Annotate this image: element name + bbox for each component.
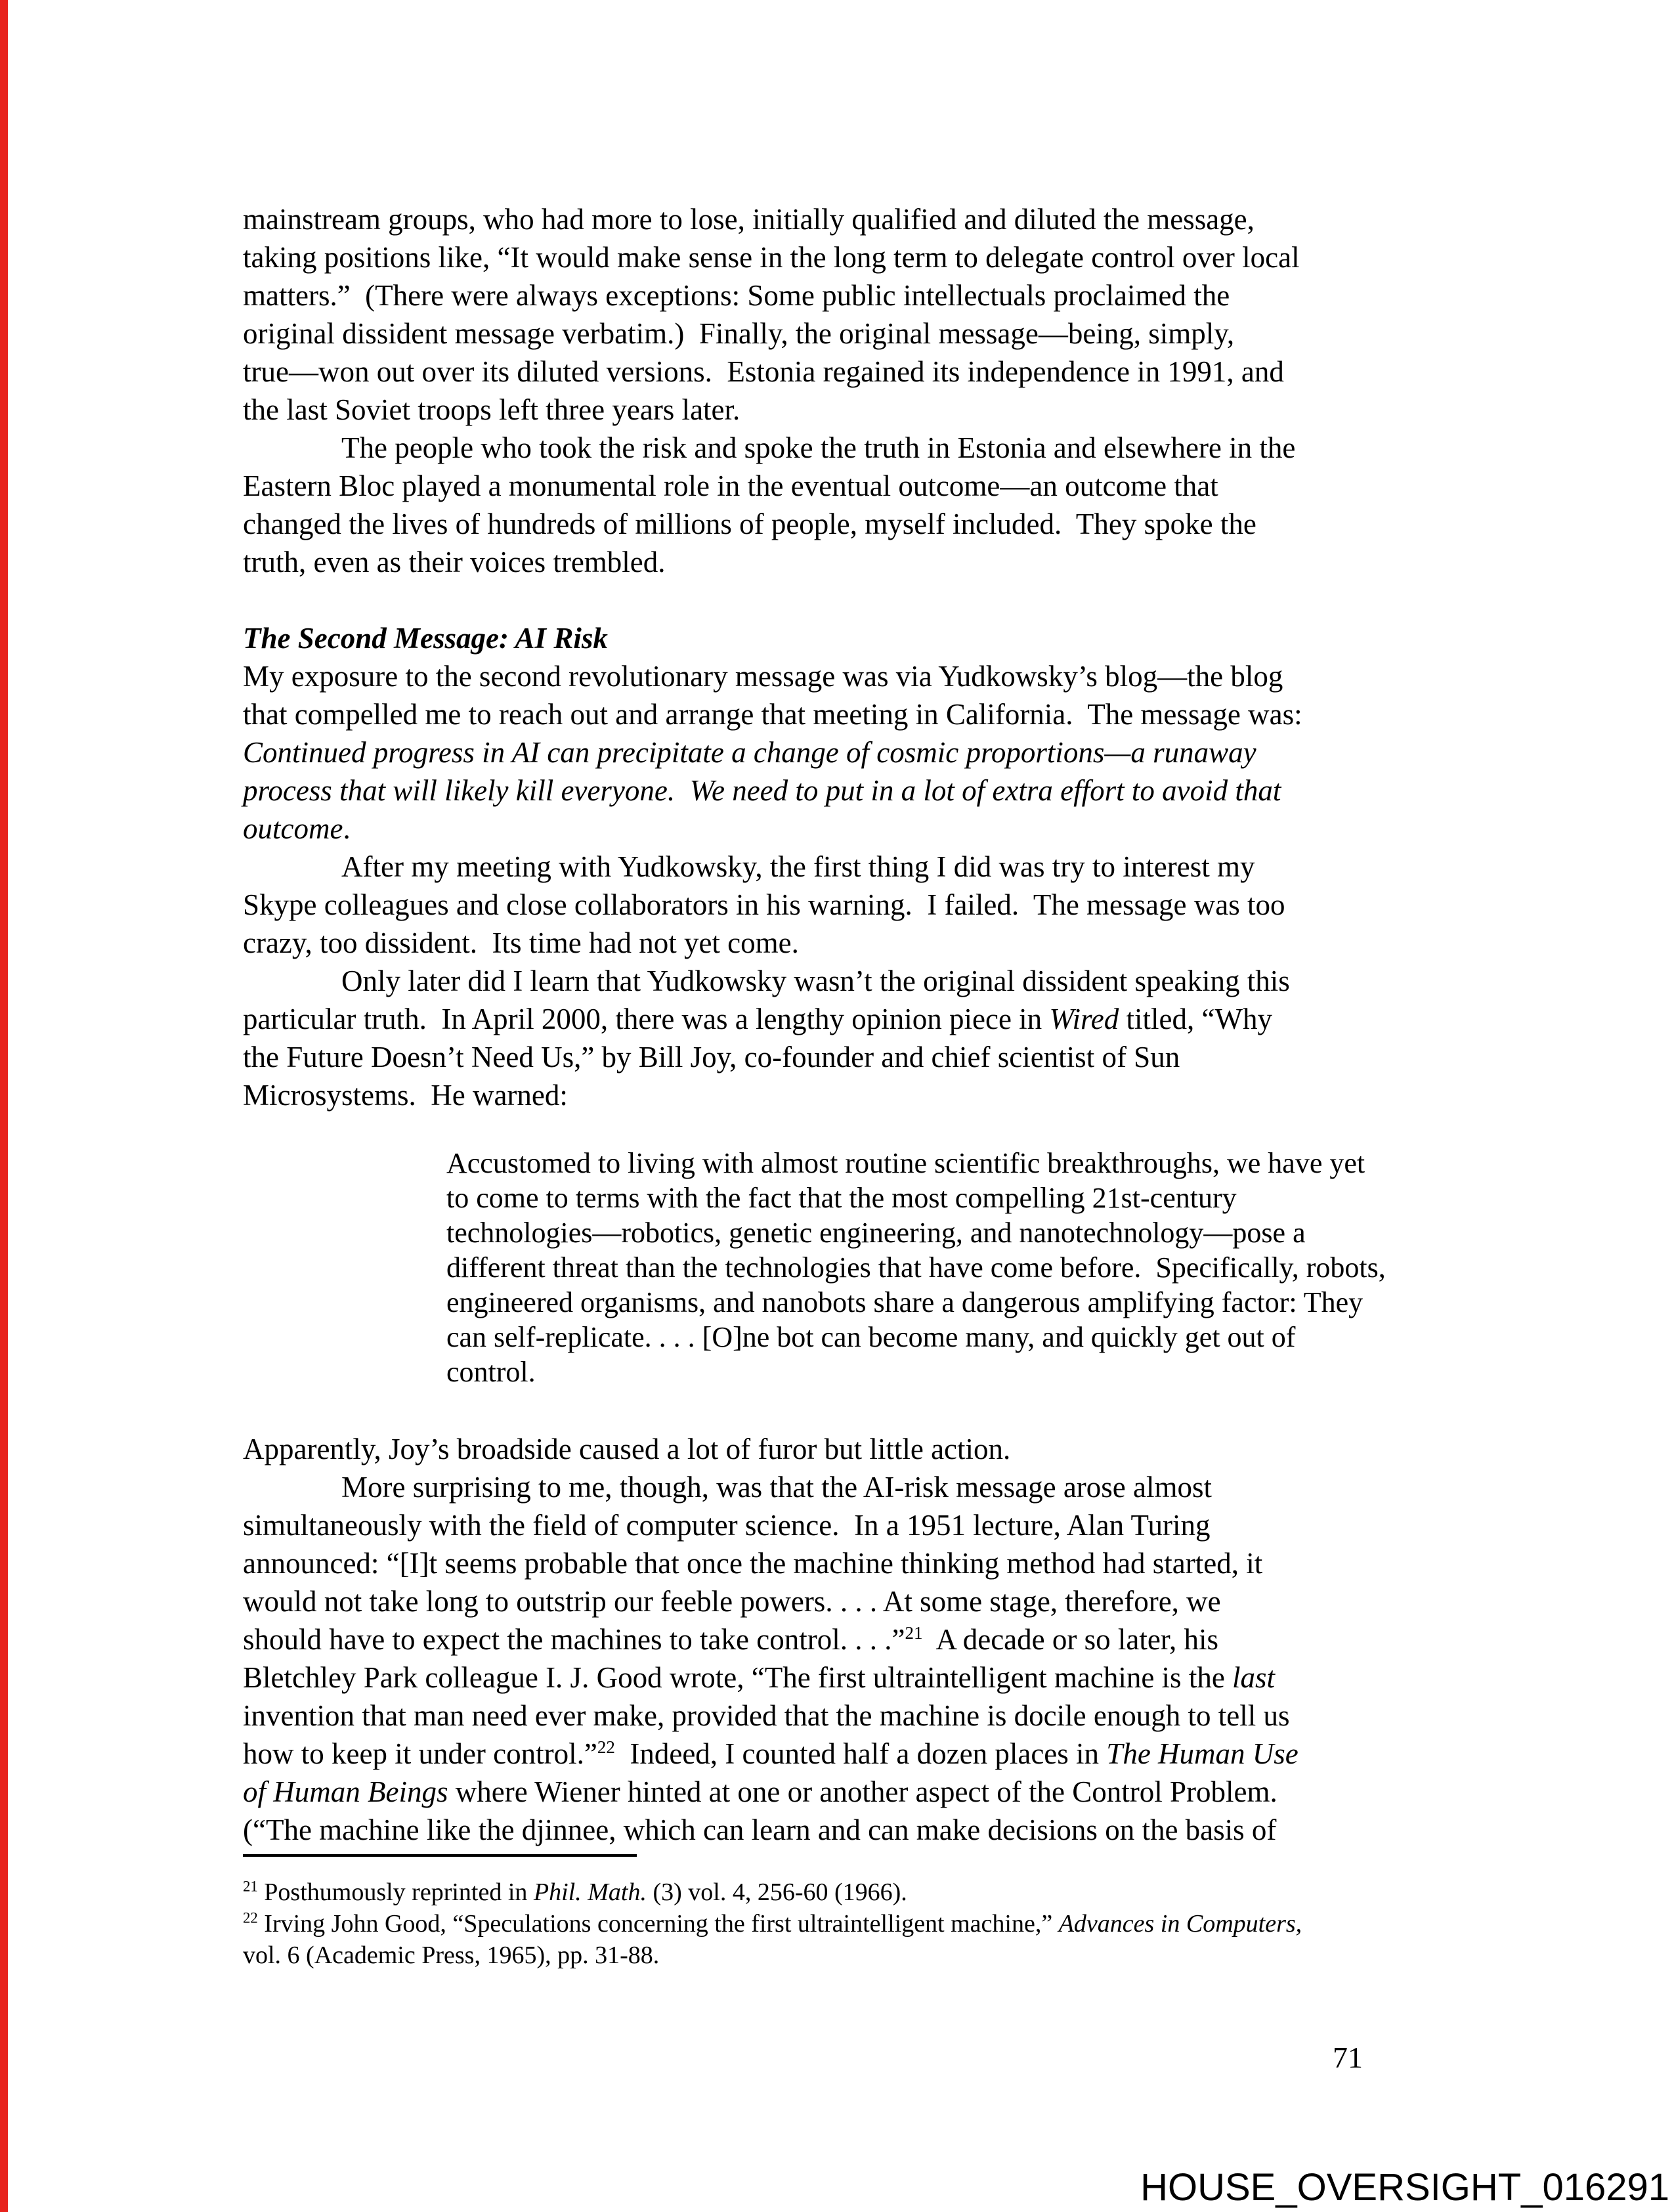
text-line: truth, even as their voices trembled. — [243, 546, 666, 578]
text-line: The Second Message: AI Risk — [243, 622, 608, 655]
section-heading — [243, 619, 1451, 657]
footnotes-list — [243, 1876, 1451, 1971]
text-line: After my meeting with Yudkowsky, the first thing I did was try to interest my — [341, 850, 1255, 883]
paragraph — [243, 657, 1451, 848]
paragraph — [243, 848, 1451, 962]
text-line: outcome. — [243, 812, 351, 845]
paragraph — [243, 962, 1451, 1114]
text-line: announced: “[I]t seems probable that once the machine thinking method had started, it — [243, 1547, 1263, 1580]
text-line: process that will likely kill everyone. We need to put in a lot of extra effort to avoid that — [243, 774, 1281, 807]
document-body — [243, 200, 1451, 1849]
text-line: Only later did I learn that Yudkowsky wasn’t the original dissident speaking this — [341, 965, 1290, 997]
footnote-separator — [243, 1854, 637, 1857]
paragraph — [243, 429, 1451, 581]
text-line: Apparently, Joy’s broadside caused a lot of furor but little action. — [243, 1433, 1011, 1465]
text-line: (“The machine like the djinnee, which can learn and can make decisions on the basis of — [243, 1813, 1277, 1846]
text-line: changed the lives of hundreds of millions of people, myself included. They spoke the — [243, 508, 1256, 540]
text-line: More surprising to me, though, was that the AI-risk message arose almost — [341, 1471, 1213, 1504]
text-line: particular truth. In April 2000, there was a lengthy opinion piece in Wired titled, “Why — [243, 1003, 1272, 1035]
text-line: simultaneously with the field of computer science. In a 1951 lecture, Alan Turing — [243, 1509, 1211, 1542]
text-line: vol. 6 (Academic Press, 1965), pp. 31-88. — [243, 1941, 660, 1969]
text-line: $^{21}$ Posthumously reprinted in Phil. Math. (3) vol. 4, 256-60 (1966). — [243, 1878, 907, 1906]
text-line: The people who took the risk and spoke the truth in Estonia and elsewhere in the — [341, 431, 1296, 464]
paragraph — [243, 1468, 1451, 1849]
text-line: the last Soviet troops left three years later. — [243, 393, 740, 426]
page-number: 71 — [1333, 2041, 1363, 2074]
text-line: matters.” (There were always exceptions: Some public intellectuals proclaimed the — [243, 279, 1230, 312]
text-line: of Human Beings where Wiener hinted at one or another aspect of the Control Problem. — [243, 1775, 1277, 1808]
text-line: that compelled me to reach out and arrange that meeting in California. The message was: — [243, 698, 1302, 731]
text-line: Accustomed to living with almost routine scientific breakthroughs, we have yet — [446, 1147, 1365, 1179]
text-line: Bletchley Park colleague I. J. Good wrote, “The first ultraintelligent machine is the last — [243, 1661, 1276, 1694]
text-line: $^{22}$ Irving John Good, “Speculations concerning the first ultraintelligent machine,” Advances in Computers, — [243, 1909, 1302, 1938]
text-line: the Future Doesn’t Need Us,” by Bill Joy, co-founder and chief scientist of Sun — [243, 1041, 1180, 1073]
text-line: My exposure to the second revolutionary message was via Yudkowsky’s blog—the blog — [243, 660, 1283, 693]
paragraph — [243, 1430, 1451, 1468]
footnote — [243, 1908, 1451, 1971]
text-line: Continued progress in AI can precipitate a change of cosmic proportions—a runaway — [243, 736, 1256, 769]
text-line: can self-replicate. . . . [O]ne bot can become many, and quickly get out of — [446, 1321, 1296, 1353]
text-line: would not take long to outstrip our feeble powers. . . . At some stage, therefore, we — [243, 1585, 1221, 1618]
text-line: technologies—robotics, genetic engineering, and nanotechnology—pose a — [446, 1217, 1306, 1249]
text-line: different threat than the technologies that have come before. Specifically, robots, — [446, 1251, 1386, 1284]
text-line: invention that man need ever make, provided that the machine is docile enough to tell us — [243, 1699, 1290, 1732]
text-line: Skype colleagues and close collaborators in his warning. I failed. The message was too — [243, 888, 1285, 921]
text-line: Eastern Bloc played a monumental role in the eventual outcome—an outcome that — [243, 469, 1218, 502]
footnote-section — [243, 1854, 1451, 1971]
paragraph — [243, 200, 1451, 429]
text-line: control. — [446, 1356, 536, 1388]
bates-stamp: HOUSE_OVERSIGHT_016291 — [1140, 2166, 1669, 2209]
text-line: engineered organisms, and nanobots share a dangerous amplifying factor: They — [446, 1286, 1363, 1318]
text-line: to come to terms with the fact that the most compelling 21st-century — [446, 1182, 1237, 1214]
text-line: true—won out over its diluted versions. Estonia regained its independence in 1991, and — [243, 355, 1284, 388]
text-line: mainstream groups, who had more to lose, initially qualified and diluted the message, — [243, 203, 1255, 236]
text-line: taking positions like, “It would make sense in the long term to delegate control over local — [243, 241, 1300, 274]
footnote — [243, 1876, 1451, 1908]
text-line: should have to expect the machines to take control. . . .”$^{21}$ A decade or so later, his — [243, 1623, 1219, 1656]
text-line: how to keep it under control.”$^{22}$ Indeed, I counted half a dozen places in The Human Use — [243, 1737, 1298, 1770]
red-margin-line — [0, 0, 8, 2212]
text-line: original dissident message verbatim.) Finally, the original message—being, simply, — [243, 317, 1235, 350]
block-quote — [446, 1146, 1386, 1389]
text-line: Microsystems. He warned: — [243, 1079, 568, 1112]
text-line: crazy, too dissident. Its time had not yet come. — [243, 926, 799, 959]
